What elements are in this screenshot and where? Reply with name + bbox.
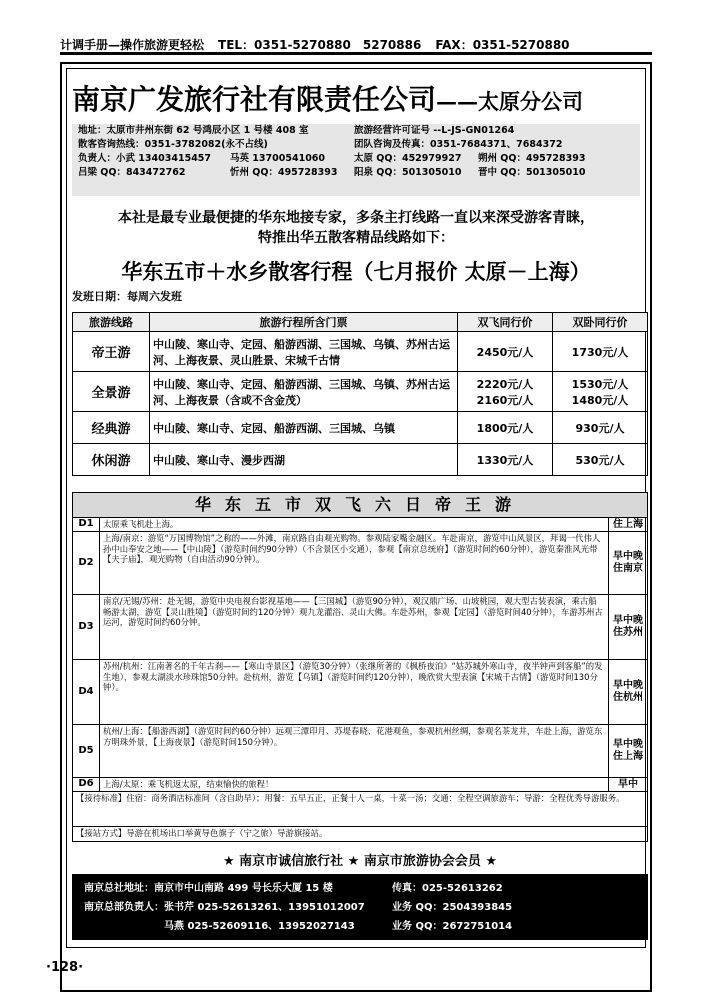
day-text: 太原乘飞机赴上海。 (103, 519, 179, 529)
day-meal: 早中晚 住上海 (608, 725, 647, 777)
air-price: 2450元/人 (458, 332, 553, 372)
route-name: 全景游 (73, 372, 150, 412)
hq-address: 南京总社地址：南京市中山南路 499 号长乐大厦 15 楼 (84, 883, 333, 894)
day-label: D1 (73, 518, 100, 531)
company-name: 南京广发旅行社有限责任公司 (72, 83, 437, 116)
day-text: 上海/太原：乘飞机返太原，结束愉快的旅程！ (103, 779, 274, 789)
day-row (73, 778, 647, 792)
col-air: 双飞同行价 (458, 313, 553, 332)
info-group: 团队咨询及传真：0351-7684371、7684372 (354, 139, 563, 150)
col-tickets: 旅游行程所含门票 (150, 313, 458, 332)
day-label: D4 (73, 660, 100, 724)
day-text: 杭州/上海：【船游西湖】（游览时间约60分钟）远观三潭印月、苏堤春晓、花港观鱼，参观杭州丝绸，参观名茶龙井，车赴上海，游览东方明珠外景，【上海夜景】（游览时间150分钟）。 (103, 726, 603, 747)
train-price: 530元/人 (553, 444, 648, 476)
product-headline: 华东五市＋水乡散客行程（七月报价 太原－上海） (121, 260, 591, 284)
day-text: 上海/南京：游览“万国博物馆”之称的——外滩，南京路自由观光购物。参观陆家嘴金融区。车赴南京，游览中山风景区，拜谒一代伟人孙中山奉安之地——【中山陵】（游览时间约90分钟）（不含景区小交通），参观【南京总统府】（游览时间约60分钟），游览秦淮风光带【夫子庙】，观光购物（自由活动90分钟）。 (103, 533, 601, 564)
itinerary-title: 华东五市双飞六日帝王游 (73, 493, 647, 518)
hq-manager: 马燕 025-52609116、13952027143 (164, 921, 355, 932)
routes-table (72, 312, 648, 476)
col-route: 旅游线路 (73, 313, 150, 332)
route-name: 帝王游 (73, 332, 150, 372)
service-standard: 【接待标准】住宿：商务酒店标准间（含自助早）；用餐：五早五正，正餐十人一桌，十菜一汤；交通：全程空调旅游车；导游：全程优秀导游服务。 (73, 792, 647, 827)
day-row (73, 532, 647, 595)
day-text: 苏州/杭州：江南著名的千年古刹——【寒山寺景区】（游览30分钟）（张继所著的《枫桥夜泊》“姑苏城外寒山寺，夜半钟声到客船”的发生地），参观太湖淡水珍珠馆50分钟。赴杭州，游览【乌镇】（游览时间约120分钟），晚欣赏大型表演【宋城千古情】（游览时间130分钟）。 (103, 661, 603, 692)
train-price: 1730元/人 (553, 332, 648, 372)
table-row (73, 412, 648, 444)
info-qq: 吕梁 QQ：843472762 (78, 167, 186, 178)
intro-text (68, 208, 644, 248)
info-address: 地址：太原市井州东街 62 号鸿辰小区 1 号楼 408 室 (78, 125, 309, 136)
day-label: D3 (73, 595, 100, 659)
day-meal: 住上海 (608, 518, 647, 531)
day-meal: 早中 (608, 778, 647, 791)
info-hotline: 散客咨询热线：0351-3782082(永不占线) (78, 139, 268, 150)
day-row (73, 518, 647, 532)
info-contact: 马英 13700541060 (230, 153, 326, 164)
itinerary (72, 492, 648, 842)
train-price: 1530元/人 1480元/人 (553, 372, 648, 412)
table-row (73, 372, 648, 412)
air-price: 1330元/人 (458, 444, 553, 476)
route-items: 中山陵、寒山寺、定园、船游西湖、三国城、乌镇、苏州古运河、上海夜景、灵山胜景、宋城千古情 (150, 332, 458, 372)
train-price: 930元/人 (553, 412, 648, 444)
table-row (73, 332, 648, 372)
header-bar (60, 36, 652, 52)
intro-line: 特推出华五散客精品线路如下： (258, 230, 454, 246)
day-row (73, 660, 647, 725)
day-label: D6 (73, 778, 100, 791)
table-row (73, 444, 648, 476)
company-title (72, 78, 642, 122)
hq-qq: 业务 QQ：2672751014 (392, 921, 513, 932)
pickup-method: 【接站方式】导游在机场出口举黄导色旗子（宁之旅）导游旗接站。 (76, 828, 328, 838)
info-license: 旅游经营许可证号 --L-JS-GN01264 (354, 125, 515, 136)
route-name: 休闲游 (73, 444, 150, 476)
departure-date: 发班日期：每周六发班 (72, 290, 182, 303)
membership-banner: ★ 南京市诚信旅行社 ★ 南京市旅游协会会员 ★ (222, 854, 498, 869)
hq-qq: 业务 QQ：2504393845 (392, 902, 513, 913)
header-slogan: 计调手册—操作旅游更轻松 (60, 38, 205, 52)
hq-manager: 南京总部负责人：张书芹 025-52613261、13951012007 (84, 902, 365, 913)
header-tel: TEL：0351-5270880 5270886 (218, 38, 422, 52)
route-items: 中山陵、寒山寺、定园、船游西湖、三国城、乌镇、苏州古运河、上海夜景（含或不含金茂） (150, 372, 458, 412)
info-qq: 朔州 QQ：495728393 (478, 153, 586, 164)
info-qq: 晋中 QQ：501305010 (478, 167, 586, 178)
air-price: 2220元/人 2160元/人 (458, 372, 553, 412)
day-label: D2 (73, 532, 100, 594)
info-qq: 忻州 QQ：495728393 (230, 167, 338, 178)
day-row (73, 725, 647, 778)
company-branch: ——太原分公司 (436, 89, 584, 114)
day-label: D5 (73, 725, 100, 777)
day-meal: 早中晚 住苏州 (608, 595, 647, 659)
route-items: 中山陵、寒山寺、定园、船游西湖、三国城、乌镇 (150, 412, 458, 444)
day-text: 南京/无锡/苏州：赴无锡，游览中央电视台影视基地——【三国城】（游览90分钟），观汉鼎广场、山坡桃园，观大型古装表演，乘古船畅游太湖，游览【灵山胜境】（游览时间约120分钟）观九龙灌浴、灵山大佛。车赴苏州，参观【定园】（游览时间40分钟），车游苏州古运河，游览时间约60分钟。 (103, 596, 603, 627)
day-meal: 早中晚 住南京 (608, 532, 647, 594)
hq-contact (72, 874, 648, 940)
hq-fax: 传真：025-52613262 (392, 883, 503, 894)
route-name: 经典游 (73, 412, 150, 444)
info-contact: 负责人：小武 13403415457 (78, 153, 212, 164)
intro-line: 本社是最专业最便捷的华东地接专家，多条主打线路一直以来深受游客青睐， (118, 210, 594, 226)
info-qq: 阳泉 QQ：501305010 (354, 167, 462, 178)
day-meal: 早中晚 住杭州 (608, 660, 647, 724)
header-rule (60, 52, 652, 55)
day-row (73, 595, 647, 660)
company-info (72, 124, 640, 196)
header-fax: FAX：0351-5270880 (435, 38, 570, 52)
route-items: 中山陵、寒山寺、漫步西湖 (150, 444, 458, 476)
air-price: 1800元/人 (458, 412, 553, 444)
table-header (73, 313, 648, 332)
col-train: 双卧同行价 (553, 313, 648, 332)
info-qq: 太原 QQ：452979927 (354, 153, 462, 164)
page-number: ·128· (46, 960, 84, 975)
